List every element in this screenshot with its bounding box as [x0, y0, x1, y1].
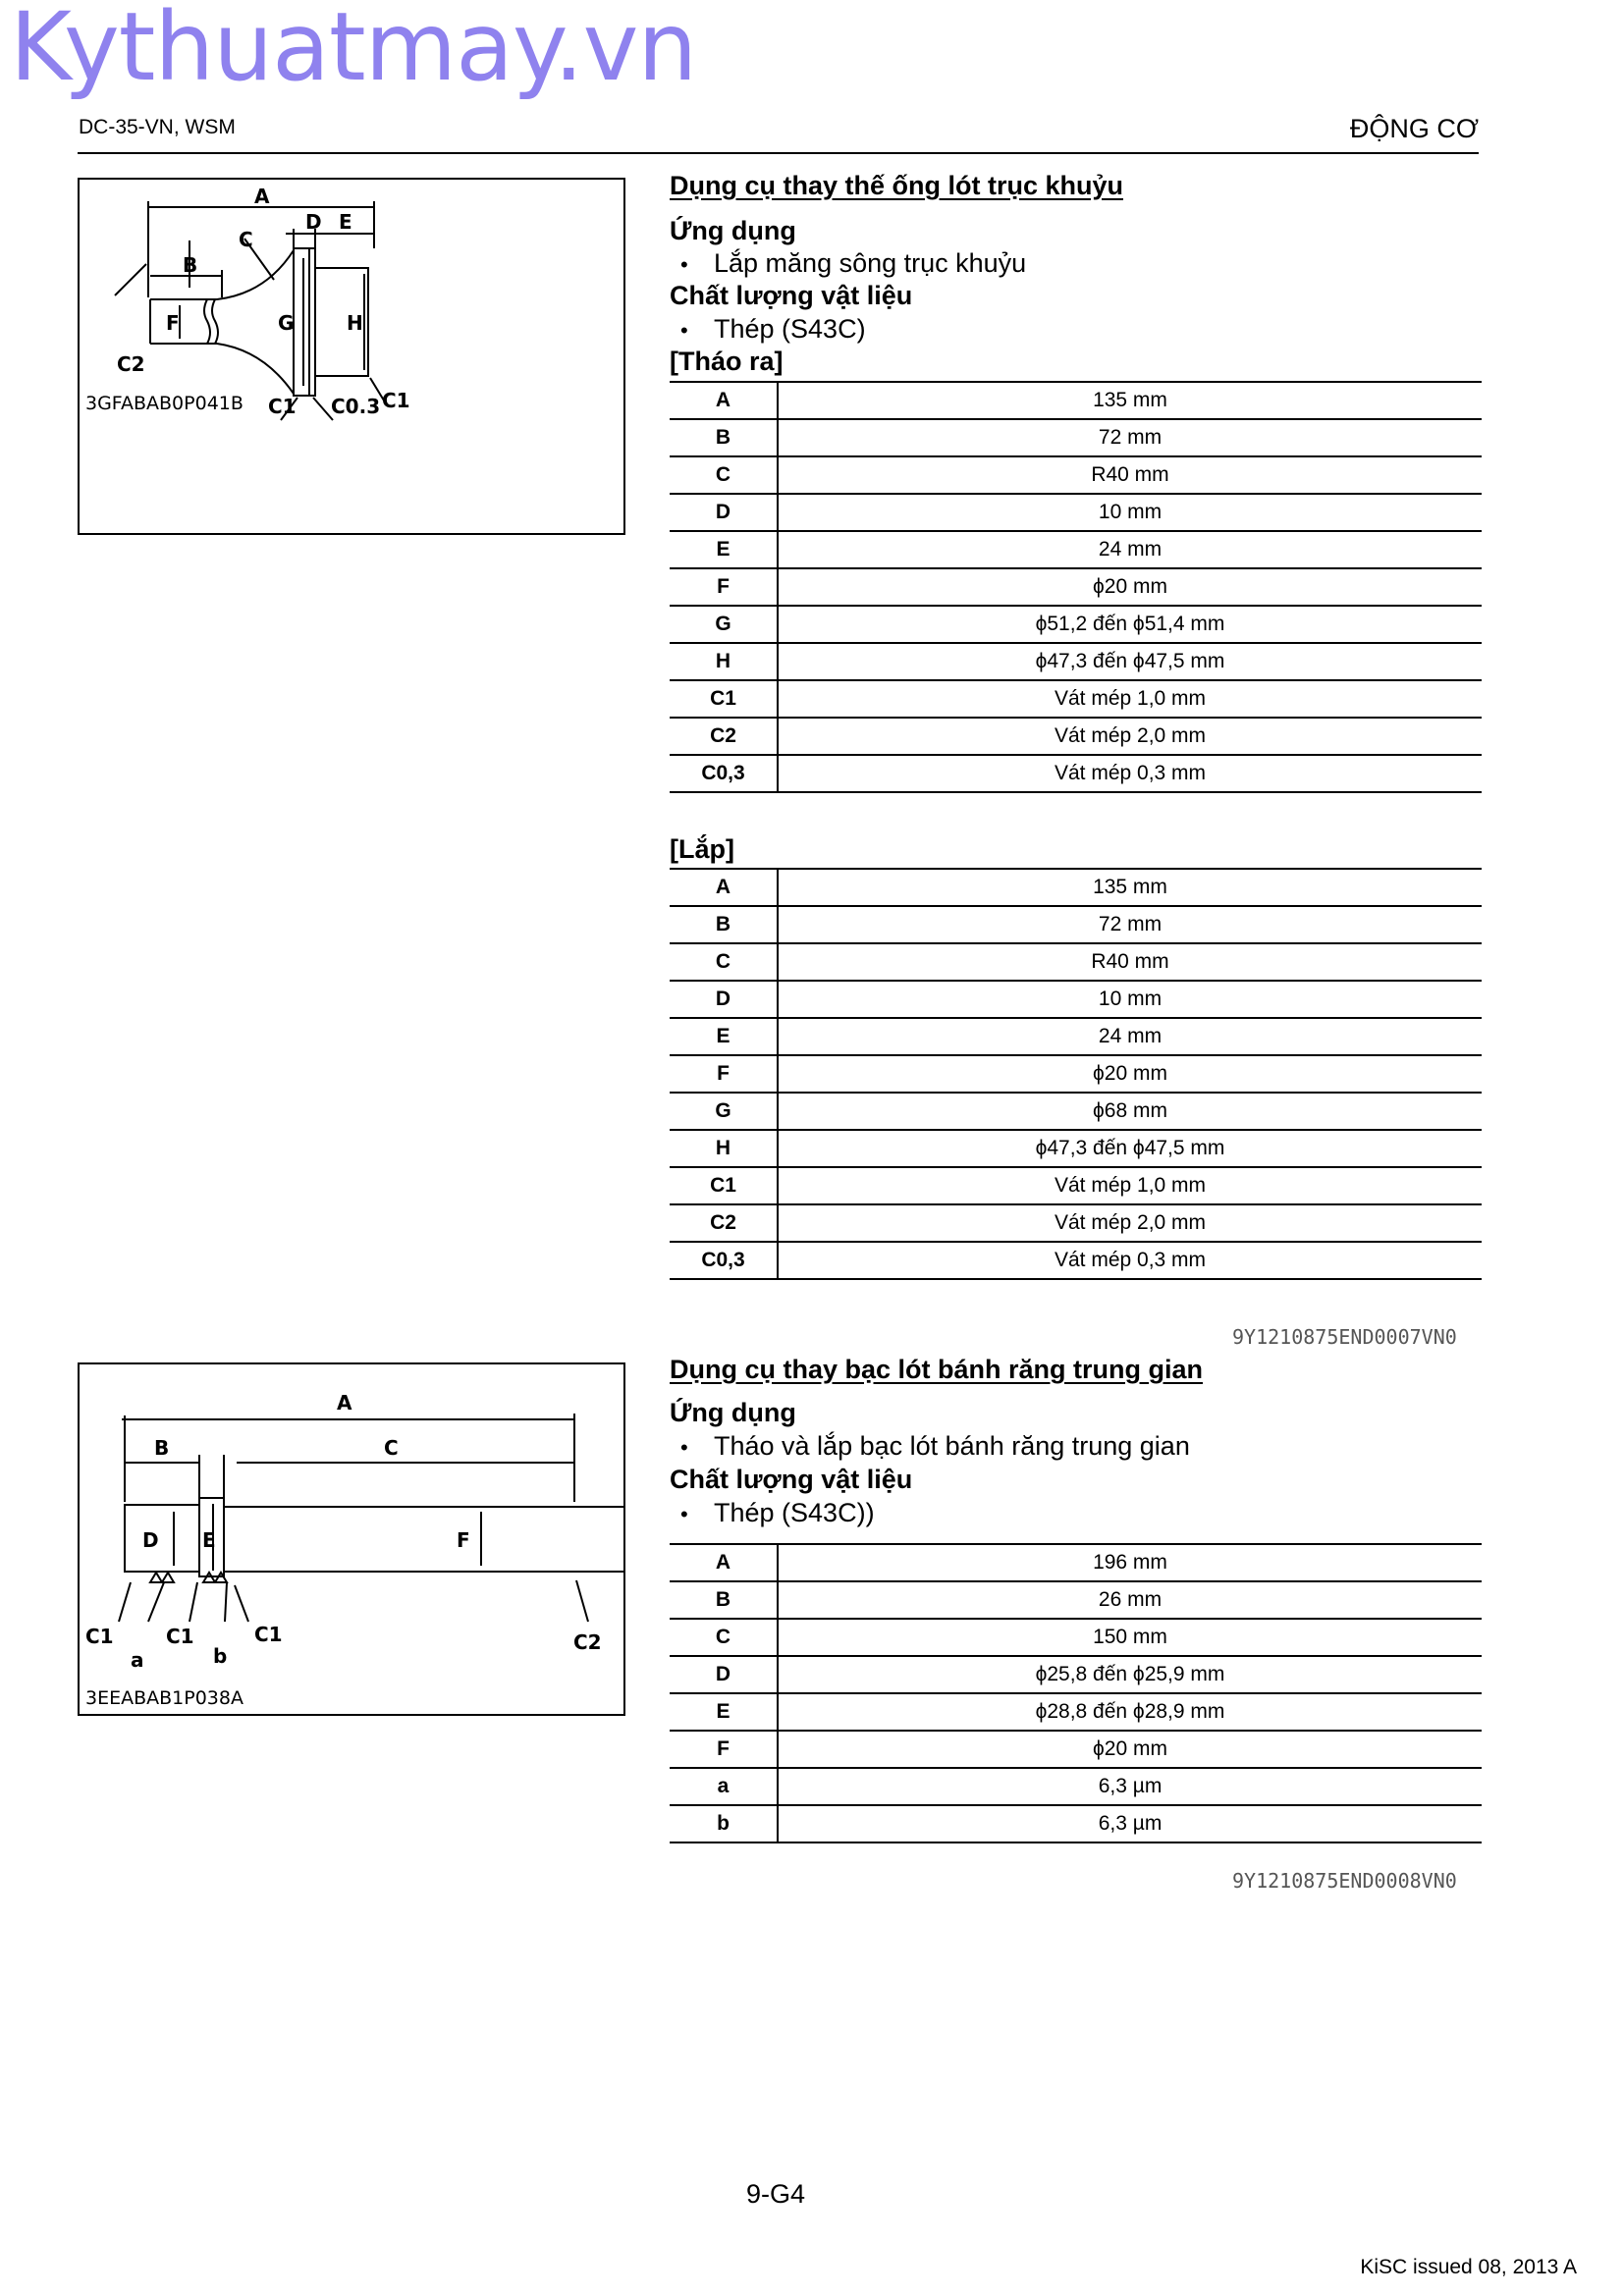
section1-application-label: Ứng dụng [670, 216, 796, 245]
crankshaft-sleeve-tool-drawing [80, 180, 623, 533]
spec-row [670, 531, 1482, 568]
header-chapter: ĐỘNG CƠ [1349, 114, 1479, 143]
fig1-label-c: C [239, 228, 253, 251]
fig1-label-c2: C2 [117, 352, 145, 376]
spec-value: Vát mép 1,0 mm [778, 1167, 1482, 1204]
spec-row [670, 1581, 1482, 1619]
spec-row [670, 869, 1482, 906]
spec-value: R40 mm [778, 943, 1482, 981]
idle-gear-bushing-tool-drawing [80, 1364, 623, 1714]
issue-note: KiSC issued 08, 2013 A [1360, 2256, 1577, 2278]
fig2-label-d: D [142, 1528, 159, 1552]
spec-key: H [670, 643, 778, 680]
fig1-label-e: E [339, 210, 352, 234]
spec-value: 10 mm [778, 494, 1482, 531]
spec-value: 135 mm [778, 382, 1482, 419]
spec-row [670, 1731, 1482, 1768]
spec-key: H [670, 1130, 778, 1167]
spec-key: C2 [670, 1204, 778, 1242]
spec-key: C0,3 [670, 755, 778, 792]
spec-key: C [670, 1619, 778, 1656]
section1-code: 9Y1210875END0007VN0 [1232, 1325, 1457, 1349]
spec-key: D [670, 1656, 778, 1693]
spec-row [670, 1093, 1482, 1130]
spec-value: 72 mm [778, 419, 1482, 456]
fig2-label-c1-left: C1 [85, 1625, 114, 1648]
fig2-label-b: B [154, 1436, 170, 1460]
spec-row [670, 1619, 1482, 1656]
spec-row [670, 419, 1482, 456]
section2-title: Dụng cụ thay bạc lót bánh răng trung gian [670, 1355, 1204, 1384]
spec-value: R40 mm [778, 456, 1482, 494]
page-number: 9-G4 [746, 2179, 806, 2209]
fig2-id: 3EEABAB1P038A [85, 1687, 243, 1709]
spec-value: ϕ51,2 đến ϕ51,4 mm [778, 606, 1482, 643]
spec-key: G [670, 1093, 778, 1130]
spec-value: 135 mm [778, 869, 1482, 906]
spec-key: F [670, 568, 778, 606]
spec-row [670, 1768, 1482, 1805]
spec-value: Vát mép 0,3 mm [778, 755, 1482, 792]
spec-row [670, 1544, 1482, 1581]
section1-application-item: • Lắp măng sông trục khuỷu [680, 248, 1027, 278]
spec-key: C [670, 943, 778, 981]
spec-value: 6,3 µm [778, 1768, 1482, 1805]
spec-value: ϕ25,8 đến ϕ25,9 mm [778, 1656, 1482, 1693]
spec-row [670, 494, 1482, 531]
fig2-label-e: E [202, 1528, 216, 1552]
spec-key: D [670, 981, 778, 1018]
spec-key: A [670, 382, 778, 419]
spec-value: 6,3 µm [778, 1805, 1482, 1842]
spec-value: ϕ47,3 đến ϕ47,5 mm [778, 1130, 1482, 1167]
spec-key: G [670, 606, 778, 643]
fig1-id: 3GFABAB0P041B [85, 393, 243, 414]
spec-row [670, 943, 1482, 981]
spec-row [670, 718, 1482, 755]
spec-row [670, 1130, 1482, 1167]
spec-value: Vát mép 2,0 mm [778, 718, 1482, 755]
spec-row [670, 1167, 1482, 1204]
spec-key: B [670, 419, 778, 456]
spec-value: Vát mép 1,0 mm [778, 680, 1482, 718]
fig2-label-a-lower: a [131, 1648, 144, 1672]
spec-value: ϕ28,8 đến ϕ28,9 mm [778, 1693, 1482, 1731]
spec-row [670, 680, 1482, 718]
fig2-label-c2: C2 [573, 1630, 602, 1654]
spec-value: ϕ20 mm [778, 1055, 1482, 1093]
fig2-label-a: A [337, 1391, 352, 1415]
section1-install-label: [Lắp] [670, 834, 734, 864]
fig1-label-d: D [305, 210, 322, 234]
section1-install-table [670, 868, 1482, 1280]
section2-application-item: • Tháo và lắp bạc lót bánh răng trung gian [680, 1431, 1190, 1461]
spec-key: b [670, 1805, 778, 1842]
section2-spec-table [670, 1543, 1482, 1843]
fig2-label-b-lower: b [213, 1644, 228, 1668]
spec-value: ϕ68 mm [778, 1093, 1482, 1130]
fig2-label-c: C [384, 1436, 399, 1460]
section1-removal-table [670, 381, 1482, 793]
section1-material-label: Chất lượng vật liệu [670, 281, 913, 310]
spec-key: A [670, 869, 778, 906]
spec-row [670, 1204, 1482, 1242]
spec-key: E [670, 1693, 778, 1731]
spec-key: E [670, 531, 778, 568]
spec-row [670, 906, 1482, 943]
spec-key: C1 [670, 680, 778, 718]
spec-key: a [670, 1768, 778, 1805]
figure-crankshaft-sleeve-tool [78, 178, 625, 535]
spec-value: 24 mm [778, 1018, 1482, 1055]
spec-row [670, 643, 1482, 680]
spec-value: Vát mép 2,0 mm [778, 1204, 1482, 1242]
spec-key: C1 [670, 1167, 778, 1204]
spec-row [670, 1055, 1482, 1093]
fig1-label-b: B [183, 253, 198, 277]
section1-material-item: • Thép (S43C) [680, 314, 866, 344]
spec-value: Vát mép 0,3 mm [778, 1242, 1482, 1279]
spec-value: 196 mm [778, 1544, 1482, 1581]
section2-material-label: Chất lượng vật liệu [670, 1465, 913, 1494]
spec-row [670, 981, 1482, 1018]
spec-key: C2 [670, 718, 778, 755]
fig1-label-c03: C0.3 [331, 395, 381, 418]
section2-material-item: • Thép (S43C)) [680, 1498, 875, 1527]
header-rule [78, 152, 1479, 154]
spec-value: 10 mm [778, 981, 1482, 1018]
spec-key: F [670, 1055, 778, 1093]
spec-key: E [670, 1018, 778, 1055]
fig2-label-c1-right: C1 [254, 1623, 283, 1646]
spec-row [670, 1693, 1482, 1731]
spec-row [670, 1018, 1482, 1055]
fig1-label-g: G [278, 311, 295, 335]
fig2-label-f: F [457, 1528, 470, 1552]
spec-value: ϕ47,3 đến ϕ47,5 mm [778, 643, 1482, 680]
spec-key: F [670, 1731, 778, 1768]
section2-code: 9Y1210875END0008VN0 [1232, 1869, 1457, 1893]
spec-row [670, 568, 1482, 606]
spec-row [670, 1805, 1482, 1842]
spec-key: B [670, 1581, 778, 1619]
fig2-label-c1-mid: C1 [166, 1625, 194, 1648]
fig1-label-a: A [254, 185, 270, 208]
spec-key: A [670, 1544, 778, 1581]
spec-key: C0,3 [670, 1242, 778, 1279]
section1-removal-label: [Tháo ra] [670, 347, 784, 376]
spec-key: B [670, 906, 778, 943]
fig1-label-h: H [347, 311, 363, 335]
section2-application-label: Ứng dụng [670, 1398, 796, 1427]
section1-title: Dụng cụ thay thế ống lót trục khuỷu [670, 171, 1123, 200]
figure-idle-gear-bushing-tool [78, 1362, 625, 1716]
fig1-label-f: F [166, 311, 180, 335]
spec-key: C [670, 456, 778, 494]
spec-value: 24 mm [778, 531, 1482, 568]
spec-value: ϕ20 mm [778, 1731, 1482, 1768]
spec-row [670, 755, 1482, 792]
spec-key: D [670, 494, 778, 531]
spec-value: 26 mm [778, 1581, 1482, 1619]
spec-row [670, 382, 1482, 419]
watermark-logo: Kythuatmay.vn [10, 0, 697, 102]
spec-row [670, 1656, 1482, 1693]
fig1-label-c1-right: C1 [382, 389, 410, 412]
fig1-label-c1-left: C1 [268, 395, 297, 418]
spec-row [670, 1242, 1482, 1279]
spec-value: ϕ20 mm [778, 568, 1482, 606]
spec-value: 150 mm [778, 1619, 1482, 1656]
spec-value: 72 mm [778, 906, 1482, 943]
header-doc-id: DC-35-VN, WSM [79, 116, 236, 138]
spec-row [670, 456, 1482, 494]
spec-row [670, 606, 1482, 643]
